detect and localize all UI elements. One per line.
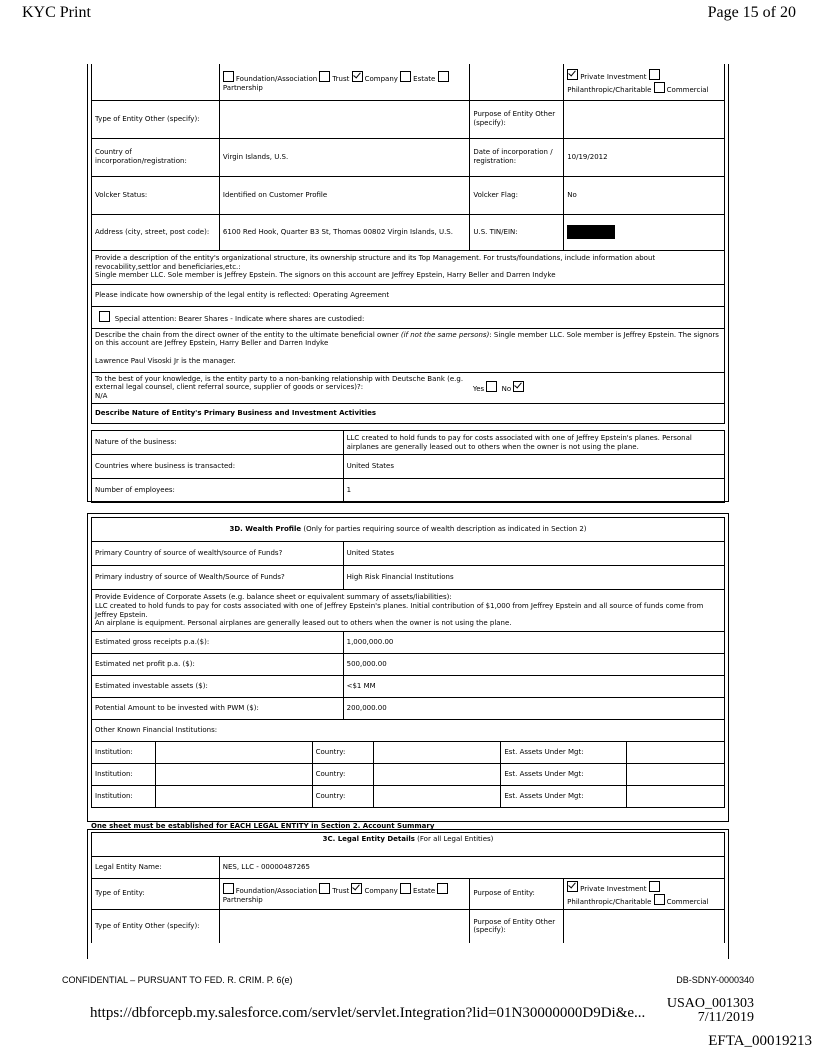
aum-label: Est. Assets Under Mgt: <box>501 764 627 786</box>
label-partnership: Partnership <box>222 83 263 92</box>
label-foundation: Foundation/Association <box>235 75 318 83</box>
redaction-box <box>567 225 615 239</box>
legal-type-other-row <box>92 909 725 943</box>
usao-stamp: USAO_001303 <box>666 996 754 1011</box>
legal-title-row <box>92 833 725 857</box>
nonbanking-row <box>92 372 725 403</box>
checkbox-private-investment[interactable] <box>567 881 578 892</box>
institution-row <box>92 786 725 808</box>
institution-country-label: Country: <box>312 786 373 808</box>
address-value: 6100 Red Hook, Quarter B3 St, Thomas 00802 Virgin Islands, U.S. <box>219 214 469 250</box>
checkbox-commercial[interactable] <box>654 82 665 93</box>
volcker-flag-value: No <box>564 176 725 214</box>
nature-table <box>91 430 725 503</box>
legal-purpose-options <box>564 879 725 910</box>
nature-label: Nature of the business: <box>92 431 344 455</box>
source-country-label: Primary Country of source of wealth/source of Funds? <box>92 542 344 566</box>
other-fi-row <box>92 720 725 742</box>
checkbox-philanthropic[interactable] <box>649 881 660 892</box>
ownership-text: Please indicate how ownership of the legal entity is reflected: Operating Agreement <box>92 284 725 306</box>
nature-heading-row <box>92 403 725 423</box>
sheet-note: One sheet must be established for EACH LEGAL ENTITY in Section 2. Account Summary <box>91 822 435 830</box>
gross-label: Estimated gross receipts p.a.($): <box>92 632 344 654</box>
legal-title-bold: 3C. Legal Entity Details <box>322 835 415 843</box>
checkbox-commercial[interactable] <box>654 894 665 905</box>
gross-value: 1,000,000.00 <box>343 632 724 654</box>
institution-row <box>92 742 725 764</box>
legal-name-value: NES, LLC - 00000487265 <box>219 857 724 879</box>
institution-country-label: Country: <box>312 742 373 764</box>
purpose-other-value <box>564 100 725 138</box>
aum-label: Est. Assets Under Mgt: <box>501 786 627 808</box>
confidential-notice: CONFIDENTIAL – PURSUANT TO FED. R. CRIM. P. 6(e) <box>62 975 293 985</box>
net-value: 500,000.00 <box>343 654 724 676</box>
country-row <box>92 138 725 176</box>
label-trust: Trust <box>332 887 350 895</box>
volcker-flag-label: Volcker Flag: <box>470 176 564 214</box>
label-commercial: Commercial <box>666 897 709 906</box>
investable-value: <$1 MM <box>343 676 724 698</box>
legal-type-label: Type of Entity: <box>92 879 220 910</box>
source-country-value: United States <box>343 542 724 566</box>
checkbox-partnership[interactable] <box>437 883 448 894</box>
legal-purpose-other-label: Purpose of Entity Other (specify): <box>470 909 564 943</box>
volcker-status-label: Volcker Status: <box>92 176 220 214</box>
org-desc-prompt: Provide a description of the entity's organizational structure, its ownership structure and its Top Management. For trusts/foundations, include information about revocability,settlor and beneficiaries,etc.: <box>95 253 656 271</box>
institution-value <box>155 764 312 786</box>
label-partnership: Partnership <box>222 895 263 904</box>
checkbox-trust[interactable] <box>319 71 330 82</box>
legal-type-row <box>92 879 725 910</box>
bearer-row <box>92 306 725 328</box>
institution-country-value <box>373 764 501 786</box>
label-estate: Estate <box>413 75 436 83</box>
legal-purpose-other-value <box>564 909 725 943</box>
gross-row <box>92 632 725 654</box>
address-label: Address (city, street, post code): <box>92 214 220 250</box>
entity-details-table-continued <box>91 64 725 424</box>
aum-label: Est. Assets Under Mgt: <box>501 742 627 764</box>
chain-row <box>92 328 725 372</box>
chain-text <box>95 331 721 349</box>
page-number: Page 15 of 20 <box>707 4 796 21</box>
nature-heading: Describe Nature of Entity's Primary Business and Investment Activities <box>92 403 725 423</box>
tin-label: U.S. TIN/EIN: <box>470 214 564 250</box>
org-desc-cell <box>92 250 725 284</box>
label-commercial: Commercial <box>666 85 709 94</box>
purpose-other-label: Purpose of Entity Other (specify): <box>470 100 564 138</box>
wealth-profile-table <box>91 517 725 808</box>
chain-value: : Single member LLC. Sole member is Jeffrey Epstein. The signors on this account are Jeffrey Epstein, Harry Beller and Darren Indyke <box>95 330 719 348</box>
volcker-status-value: Identified on Customer Profile <box>219 176 469 214</box>
net-label: Estimated net profit p.a. ($): <box>92 654 344 676</box>
checkbox-estate[interactable] <box>400 71 411 82</box>
checkbox-trust[interactable] <box>319 883 330 894</box>
date-label: Date of incorporation / registration: <box>470 138 564 176</box>
type-other-value <box>219 100 469 138</box>
institution-label: Institution: <box>92 764 156 786</box>
label-trust: Trust <box>332 75 350 83</box>
bearer-cell <box>92 306 725 328</box>
institution-country-value <box>373 786 501 808</box>
institution-value <box>155 786 312 808</box>
country-value: Virgin Islands, U.S. <box>219 138 469 176</box>
institution-label: Institution: <box>92 786 156 808</box>
label-estate: Estate <box>413 887 436 895</box>
source-country-row <box>92 542 725 566</box>
yes-no-cell <box>470 372 725 403</box>
purpose-options <box>564 64 725 100</box>
org-desc-row <box>92 250 725 284</box>
aum-value <box>627 742 725 764</box>
nature-row <box>92 431 725 455</box>
header-title: KYC Print <box>22 4 91 21</box>
date-value: 10/19/2012 <box>564 138 725 176</box>
chain-manager: Lawrence Paul Visoski Jr is the manager. <box>95 357 236 365</box>
tin-value <box>564 214 725 250</box>
type-other-row <box>92 100 725 138</box>
evidence-prompt: Provide Evidence of Corporate Assets (e.g. balance sheet or equivalent summary of assets/liabilities): <box>95 593 452 601</box>
institution-label: Institution: <box>92 742 156 764</box>
wealth-title <box>92 518 725 542</box>
industry-row <box>92 566 725 590</box>
chain-cell <box>92 328 725 372</box>
evidence-value-2: An airplane is equipment. Personal airplanes are generally leased out to others when the owner is not using the plane. <box>95 619 512 628</box>
legal-name-row <box>92 857 725 879</box>
label-company: Company <box>364 887 398 895</box>
industry-value: High Risk Financial Institutions <box>343 566 724 590</box>
address-row <box>92 214 725 250</box>
nonbanking-question: To the best of your knowledge, is the entity party to a non-banking relationship with Deutsche Bank (e.g. external legal counsel, client referral source, supplier of goods or services)?: <box>95 374 464 392</box>
checkbox-company[interactable] <box>352 71 363 82</box>
efta-stamp: EFTA_00019213 <box>708 1033 812 1049</box>
employees-row <box>92 479 725 503</box>
label-private-investment: Private Investment <box>580 73 647 81</box>
legal-purpose-label: Purpose of Entity: <box>470 879 564 910</box>
investable-label: Estimated investable assets ($): <box>92 676 344 698</box>
ownership-row <box>92 284 725 306</box>
evidence-cell <box>92 590 725 632</box>
checkbox-foundation[interactable] <box>223 71 234 82</box>
legal-type-other-value <box>219 909 470 943</box>
checkbox-estate[interactable] <box>400 883 411 894</box>
type-row <box>92 64 725 100</box>
type-other-label: Type of Entity Other (specify): <box>92 100 220 138</box>
countries-value: United States <box>343 455 724 479</box>
chain-italic: (if not the same persons) <box>400 330 490 339</box>
legal-title-rest: (For all Legal Entities) <box>414 835 494 843</box>
label-private-investment: Private Investment <box>580 885 647 893</box>
nonbanking-answer: N/A <box>95 392 108 400</box>
nonbanking-cell <box>92 372 470 403</box>
bates-number: DB-SDNY-0000340 <box>676 975 754 985</box>
checkbox-private-investment[interactable] <box>567 69 578 80</box>
institution-value <box>155 742 312 764</box>
label-no: No <box>501 385 512 394</box>
checkbox-partnership[interactable] <box>438 71 449 82</box>
checkbox-philanthropic[interactable] <box>649 69 660 80</box>
evidence-row <box>92 590 725 632</box>
wealth-title-rest: (Only for parties requiring source of wealth description as indicated in Section 2) <box>301 525 587 534</box>
checkbox-company[interactable] <box>351 883 362 894</box>
volcker-row <box>92 176 725 214</box>
institution-country-label: Country: <box>312 764 373 786</box>
legal-type-other-label: Type of Entity Other (specify): <box>92 909 220 943</box>
org-desc-value: Single member LLC. Sole member is Jeffrey Epstein. The signors on this account are Jeffrey Epstein, Harry Beller and Darren Indyke <box>95 271 556 280</box>
industry-label: Primary industry of source of Wealth/Source of Funds? <box>92 566 344 590</box>
nature-value: LLC created to hold funds to pay for costs associated with one of Jeffrey Epstein's planes. Personal airplanes are generally leased out to others when the owner is not using the plane. <box>343 431 724 455</box>
employees-label: Number of employees: <box>92 479 344 503</box>
checkbox-bearer-shares[interactable] <box>99 311 110 322</box>
label-yes: Yes <box>472 385 485 394</box>
checkbox-no[interactable] <box>513 381 524 392</box>
institution-country-value <box>373 742 501 764</box>
investable-row <box>92 676 725 698</box>
label-company: Company <box>364 75 398 83</box>
legal-title <box>92 833 725 857</box>
entity-type-options <box>219 64 469 100</box>
legal-name-label: Legal Entity Name: <box>92 857 220 879</box>
countries-row <box>92 455 725 479</box>
label-philanthropic: Philanthropic/Charitable <box>567 85 652 94</box>
print-date: 7/11/2019 <box>697 1010 754 1025</box>
bearer-text: Special attention: Bearer Shares - Indicate where shares are custodied: <box>114 314 365 323</box>
potential-value: 200,000.00 <box>343 698 724 720</box>
potential-row <box>92 698 725 720</box>
source-url: https://dbforcepb.my.salesforce.com/servlet/servlet.Integration?lid=01N30000000D9Di&e... <box>90 1005 646 1021</box>
label-philanthropic: Philanthropic/Charitable <box>567 897 652 906</box>
checkbox-foundation[interactable] <box>223 883 234 894</box>
chain-prefix: Describe the chain from the direct owner of the entity to the ultimate beneficial owner <box>95 330 401 339</box>
potential-label: Potential Amount to be invested with PWM ($): <box>92 698 344 720</box>
employees-value: 1 <box>343 479 724 503</box>
wealth-title-row <box>92 518 725 542</box>
aum-value <box>627 786 725 808</box>
checkbox-yes[interactable] <box>486 381 497 392</box>
net-row <box>92 654 725 676</box>
other-fi-label: Other Known Financial Institutions: <box>92 720 725 742</box>
legal-type-options <box>219 879 470 910</box>
label-foundation: Foundation/Association <box>235 887 318 895</box>
countries-label: Countries where business is transacted: <box>92 455 344 479</box>
country-label: Country of incorporation/registration: <box>92 138 220 176</box>
evidence-value: LLC created to hold funds to pay for costs associated with one of Jeffrey Epstein's planes. Initial contribution of $1,000 from Jeffrey Epstein and all source of funds come from Jeffrey Epstein. <box>95 601 704 619</box>
wealth-title-bold: 3D. Wealth Profile <box>229 525 302 534</box>
legal-entity-table <box>91 832 725 943</box>
institution-row <box>92 764 725 786</box>
aum-value <box>627 764 725 786</box>
